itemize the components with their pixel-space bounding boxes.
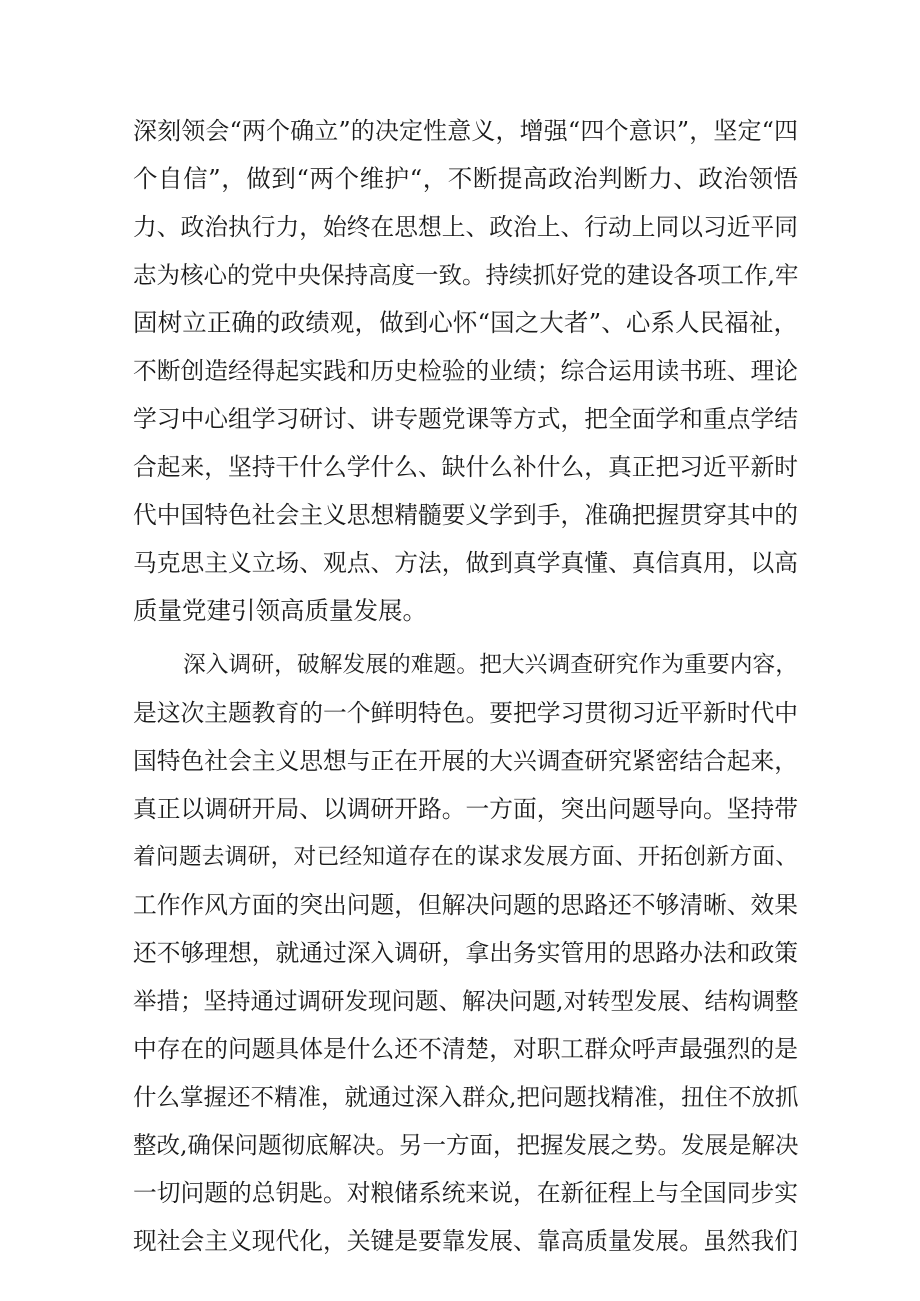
paragraph-line: 代中国特色社会主义思想精髓要义学到手，准确把握贯穿其中的 xyxy=(133,501,799,529)
paragraph-line: 现社会主义现代化，关键是要靠发展、靠高质量发展。虽然我们 xyxy=(133,1227,799,1255)
paragraph-line: 一切问题的总钥匙。对粮储系统来说，在新征程上与全国同步实 xyxy=(133,1179,799,1207)
paragraph-2 xyxy=(133,641,798,1265)
paragraph-line: 力、政治执行力，始终在思想上、政治上、行动上同以习近平同 xyxy=(133,213,799,241)
paragraph-line: 志为核心的党中央保持高度一致。持续抓好党的建设各项工作,牢 xyxy=(133,261,799,289)
paragraph-line: 个自信”，做到“两个维护“，不断提高政治判断力、政治领悟 xyxy=(133,164,798,193)
paragraph-line: 着问题去调研，对已经知道存在的谋求发展方面、开拓创新方面、 xyxy=(133,844,798,870)
paragraph-line: 学习中心组学习研讨、讲专题党课等方式，把全面学和重点学结 xyxy=(133,405,799,433)
paragraph-line: 深刻领会“两个确立”的决定性意义，增强“四个意识”，坚定“四 xyxy=(133,117,798,145)
paragraph-line: 什么掌握还不精准，就通过深入群众,把问题找精准，扭住不放抓 xyxy=(133,1083,799,1111)
paragraph-line: 中存在的问题具体是什么还不清楚，对职工群众呼声最强烈的是 xyxy=(133,1035,799,1063)
paragraph-line: 合起来，坚持干什么学什么、缺什么补什么，真正把习近平新时 xyxy=(133,453,799,481)
paragraph-line: 固树立正确的政绩观，做到心怀“国之大者”、心系人民福祉， xyxy=(133,308,798,337)
paragraph-line: 还不够理想，就通过深入调研，拿出务实管用的思路办法和政策 xyxy=(133,939,799,967)
paragraph-line: 质量党建引领高质量发展。 xyxy=(133,596,427,625)
paragraph-line: 不断创造经得起实践和历史检验的业绩；综合运用读书班、理论 xyxy=(133,357,799,385)
paragraph-line: 整改,确保问题彻底解决。另一方面，把握发展之势。发展是解决 xyxy=(133,1131,799,1159)
paragraph-line: 是这次主题教育的一个鲜明特色。要把学习贯彻习近平新时代中 xyxy=(133,699,799,727)
document-body xyxy=(133,107,798,1265)
paragraph-line: 真正以调研开局、以调研开路。一方面，突出问题导向。坚持带 xyxy=(133,795,799,823)
paragraph-line: 工作作风方面的突出问题，但解决问题的思路还不够清晰、效果 xyxy=(133,891,799,919)
paragraph-line: 马克思主义立场、观点、方法，做到真学真懂、真信真用，以高 xyxy=(133,549,799,577)
paragraph-1 xyxy=(133,107,798,635)
paragraph-line: 举措；坚持通过调研发现问题、解决问题,对转型发展、结构调整 xyxy=(133,987,799,1015)
paragraph-line: 国特色社会主义思想与正在开展的大兴调查研究紧密结合起来， xyxy=(133,747,799,775)
paragraph-line: 深入调研，破解发展的难题。把大兴调查研究作为重要内容， xyxy=(183,652,798,678)
